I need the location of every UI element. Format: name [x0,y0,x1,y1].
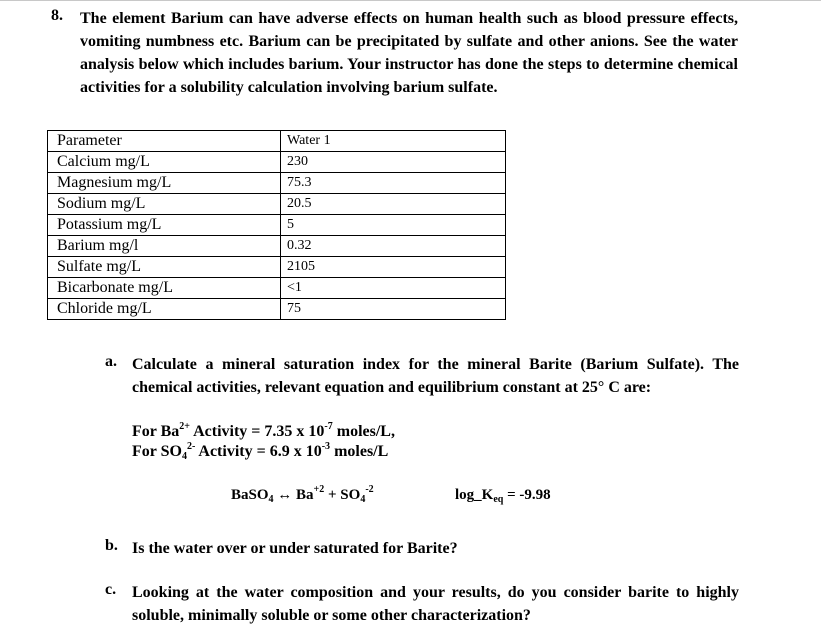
table-row [48,299,506,320]
part-c-letter: c. [105,581,117,598]
table-cell-parameter: Potassium mg/L [48,215,281,236]
table-header-row [48,131,506,152]
water-analysis-table [47,130,506,320]
table-row [48,257,506,278]
part-a-text: Calculate a mineral saturation index for the mineral Barite (Barium Sulfate). The chemical activities, relevant equation and equilibrium constant at 25° C are: [132,356,739,396]
table-cell-value: 20.5 [281,194,506,215]
part-c-text: Looking at the water composition and your results, do you consider barite to highly soluble, minimally soluble or some other characterization? [132,584,739,624]
table-header: Water 1 [281,131,506,152]
part-b-letter: b. [105,537,118,554]
table-cell-parameter: Sulfate mg/L [48,257,281,278]
table-cell-parameter: Magnesium mg/L [48,173,281,194]
table-row [48,152,506,173]
table-cell-value: 5 [281,215,506,236]
part-b-text: Is the water over or under saturated for Barite? [132,540,458,557]
table-cell-value: 230 [281,152,506,173]
table-cell-parameter: Calcium mg/L [48,152,281,173]
log-keq-value: $\log\_K_{eq} = -9.98$ [455,487,551,505]
so4-activity-line: For $SO_4^{2-}$ Activity = 6.9 x $10^{-3}$ moles/L [132,441,389,462]
table-cell-value: 0.32 [281,236,506,257]
ba-activity-line: For $Ba^{2+}$ Activity = 7.35 x $10^{-7}$ moles/L, [132,421,395,440]
part-a-letter: a. [105,353,117,370]
question-number: 8. [51,7,63,24]
table-header: Parameter [48,131,281,152]
table-cell-parameter: Bicarbonate mg/L [48,278,281,299]
table-cell-value: 75 [281,299,506,320]
table-cell-value: 75.3 [281,173,506,194]
table-cell-parameter: Chloride mg/L [48,299,281,320]
equilibrium-arrow-icon: ↔ [273,487,297,503]
table-cell-value: <1 [281,278,506,299]
table-row [48,215,506,236]
top-divider [0,0,821,1]
table-row [48,236,506,257]
table-cell-parameter: Barium mg/l [48,236,281,257]
table-cell-value: 2105 [281,257,506,278]
table-row [48,173,506,194]
table-row [48,278,506,299]
barite-dissolution-equation: BaSO$_4$ ↔ $Ba^{+2} + SO_4^{-2}$ [231,484,374,505]
question-text: The element Barium can have adverse effects on human health such as blood pressure effects, vomiting numbness etc. Barium can be precipitated by sulfate and other anions. See the water analysis below which includes barium. Your instructor has done the steps to determine chemical activities for a solubility calculation involving barium sulfate. [80,10,738,96]
table-cell-parameter: Sodium mg/L [48,194,281,215]
table-row [48,194,506,215]
